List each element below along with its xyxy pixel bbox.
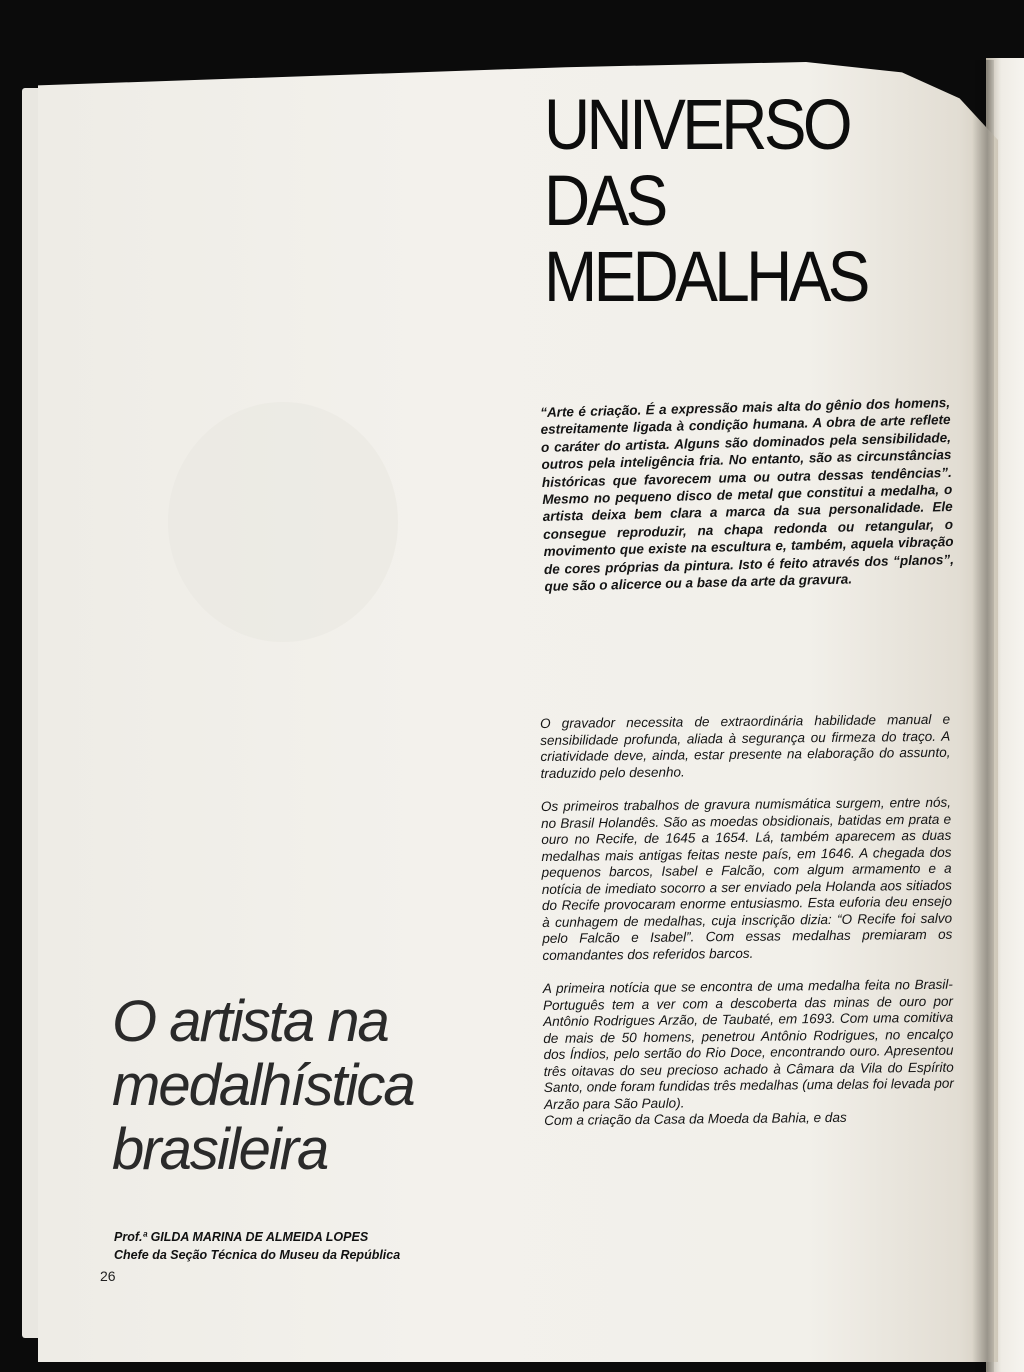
page-number: 26 [100, 1268, 116, 1284]
faded-medal-shadow [168, 402, 398, 642]
opening-quote [540, 394, 955, 612]
body-paragraph: A primeira notícia que se encontra de uma medalha feita no Brasil-Português tem a ver com a descoberta das minas de ouro por Antônio Rodrigues Arzão, de Taubaté, em 1693. Com uma comitiva de mais de 50 homens, penetrou Antônio Rodrigues, no encalço dos Índios, pelo sertão do Rio Doce, encontrando ouro. Apresentou três oitavas do seu precioso achado à Câmara da Vila do Espírito Santo, onde foram fundidas três medalhas (uma delas foi levada por Arzão para São Paulo). [542, 976, 954, 1112]
article-subtitle [112, 990, 414, 1182]
subtitle-line: medalhística [112, 1053, 414, 1118]
author-role: Chefe da Seção Técnica do Museu da República [114, 1248, 401, 1262]
subtitle-line: O artista na [112, 989, 388, 1054]
author-byline [114, 1228, 400, 1264]
subtitle-line: brasileira [112, 1117, 328, 1182]
title-line: MEDALHAS [544, 238, 867, 317]
body-paragraph: O gravador necessita de extraordinária habilidade manual e sensibilidade profunda, aliada à segurança ou firmeza do traço. A criatividade deve, ainda, estar presente na elaboração do assunto, traduzido pelo desenho. [540, 711, 951, 781]
spine-fold-shadow [972, 60, 994, 1372]
title-line: DAS [544, 162, 665, 241]
quote-paragraph: “Arte é criação. É a expressão mais alta do gênio dos homens, estreitamente ligada à condição humana. A obra de arte reflete o caráter do artista. Alguns são dominados pela sensibilidade, outros pela inteligência fria. No entanto, são as circunstâncias históricas que favorecem uma ou outra dessas tendências”. Mesmo no pequeno disco de metal que constitui a medalha, o artista deixa bem clara a marca da sua personalidade. Ele consegue reproduzir, na chapa redonda ou retangular, o movimento que existe na escultura e, também, aquela vibração de cores próprias da pintura. Isto é feito através dos “planos”, que são o alicerce ou a base da arte da gravura. [540, 394, 955, 595]
body-paragraph: Os primeiros trabalhos de gravura numismática surgem, entre nós, no Brasil Holandês. São as moedas obsidionais, batidas em prata e ouro no Recife, de 1645 a 1654. Lá, também aparecem as duas medalhas mais antigas feitas neste país, em 1646. A chegada dos pequenos barcos, Isabel e Falcão, com algum armamento e a notícia de imediato socorro a ser enviado pela Holanda aos sitiados do Recife provocaram enorme entusiasmo. Esta euforia deu ensejo à cunhagem de medalhas, cuja inscrição dizia: “O Recife foi salvo pelo Falcão e Isabel”. Com essas medalhas premiaram os comandantes dos referidos barcos. [540, 794, 953, 963]
author-name: Prof.ª GILDA MARINA DE ALMEIDA LOPES [114, 1230, 369, 1244]
article-body [540, 712, 954, 1147]
article-title [544, 88, 867, 316]
body-paragraph: Com a criação da Casa da Moeda da Bahia, e das [544, 1109, 847, 1128]
title-line: UNIVERSO [544, 86, 849, 165]
